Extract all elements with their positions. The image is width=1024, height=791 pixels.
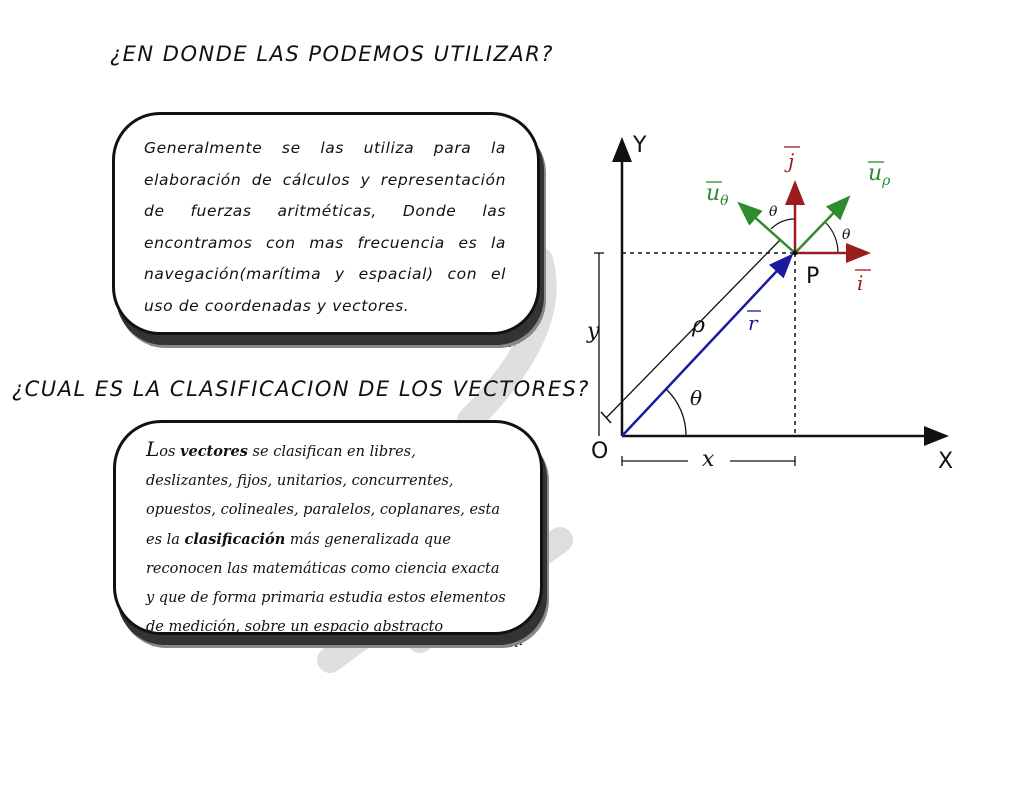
bold-clasificacion: clasificación [184, 531, 286, 548]
theta-label-origin: θ [690, 386, 703, 410]
uses-heading: ¿EN DONDE LAS PODEMOS UTILIZAR? [110, 42, 554, 66]
r-label: r [748, 311, 758, 335]
theta-arc-origin [666, 389, 686, 436]
radius-vector-r [622, 257, 790, 436]
u-theta-label: $u_\theta$ [706, 181, 729, 209]
x-dimension-label: x [702, 447, 715, 472]
x-axis-label: X [938, 449, 954, 474]
theta-label-p-right: θ [842, 227, 851, 243]
text-middle: se clasifican en libres, deslizantes, fijos, unitarios, concurrentes, opuestos, colineales, paralelos, coplanares, esta es la [146, 444, 500, 548]
text-lead: os [159, 444, 181, 460]
u-rho-label: $u_\rho$ [868, 161, 891, 189]
unit-vector-u-theta [741, 205, 795, 253]
drop-letter: L [146, 437, 160, 461]
y-axis-label: Y [633, 133, 647, 158]
point-p-label: P [806, 264, 820, 289]
theta-label-p-top: θ [769, 204, 778, 220]
theta-arc-p-right [825, 222, 838, 253]
text-end: más generalizada que reconocen las matemáticas como ciencia exacta y que de forma primaria estudia estos elementos de medición, sobre un espacio abstracto [146, 532, 506, 635]
point-p-dot [793, 251, 798, 256]
y-dimension-label: y [587, 319, 600, 344]
classification-scroll-box [113, 420, 543, 635]
theta-arc-p-top [771, 219, 795, 229]
origin-label: O [591, 439, 609, 464]
rho-label: ρ [692, 313, 705, 338]
classification-paragraph [146, 435, 506, 642]
uses-scroll-box [112, 112, 540, 335]
bold-vectores: vectores [180, 443, 248, 460]
uses-paragraph: Generalmente se las utiliza para la elaboración de cálculos y representación de fuerzas aritméticas, Donde las encontramos con mas frecuencia es la navegación(marítima y espacial) con el uso de coordenadas y vectores. [144, 139, 506, 315]
polar-coordinates-diagram [575, 120, 975, 480]
unit-vector-u-rho [795, 199, 847, 253]
classification-heading: ¿CUAL ES LA CLASIFICACION DE LOS VECTORES? [12, 377, 590, 401]
i-label: i [857, 271, 864, 295]
j-label: j [788, 149, 795, 173]
